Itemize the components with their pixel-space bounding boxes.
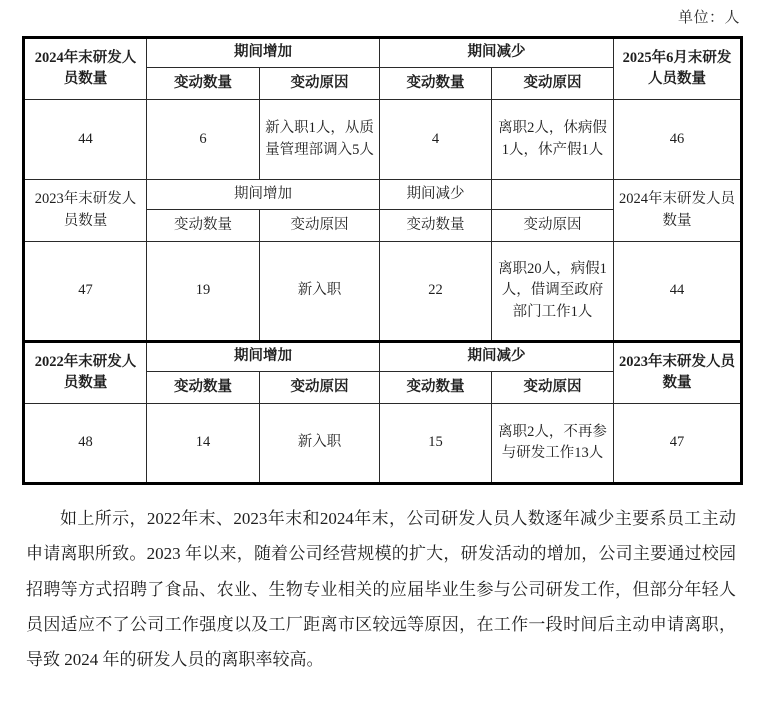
decrease-group-label: 期间减少: [380, 342, 614, 372]
increase-reason-label: 变动原因: [260, 68, 380, 100]
decrease-reason-label: 变动原因: [492, 68, 614, 100]
increase-reason-value: 新入职1人，从质量管理部调入5人: [260, 100, 380, 180]
decrease-reason-value: 离职2人，休病假1人，休产假1人: [492, 100, 614, 180]
decrease-count-value: 15: [380, 404, 492, 484]
increase-reason-label: 变动原因: [260, 372, 380, 404]
end-value: 47: [614, 404, 742, 484]
increase-reason-value: 新入职: [260, 404, 380, 484]
section-end-label: 2024年末研发人员数量: [614, 180, 742, 242]
increase-group-label: 期间增加: [147, 38, 380, 68]
end-value: 46: [614, 100, 742, 180]
decrease-group-label: 期间减少: [380, 38, 614, 68]
start-value: 44: [24, 100, 147, 180]
decrease-count-value: 4: [380, 100, 492, 180]
decrease-reason-value: 离职20人，病假1人，借调至政府部门工作1人: [492, 242, 614, 342]
decrease-count-label: 变动数量: [380, 210, 492, 242]
decrease-reason-value: 离职2人，不再参与研发工作13人: [492, 404, 614, 484]
section-end-label: 2025年6月末研发人员数量: [614, 38, 742, 100]
increase-group-label: 期间增加: [147, 180, 380, 210]
section-header-row: [24, 342, 742, 372]
table-row: [24, 404, 742, 484]
increase-count-label: 变动数量: [147, 68, 260, 100]
table-row: [24, 100, 742, 180]
increase-reason-value: 新入职: [260, 242, 380, 342]
section-start-label: 2022年末研发人员数量: [24, 342, 147, 404]
start-value: 48: [24, 404, 147, 484]
section-end-label: 2023年末研发人员数量: [614, 342, 742, 404]
increase-count-label: 变动数量: [147, 210, 260, 242]
analysis-paragraph: 如上所示，2022年末、2023年末和2024年末，公司研发人员人数逐年减少主要系员工主动申请离职所致。2023 年以来，随着公司经营规模的扩大，研发活动的增加，公司主要通过校园招聘等方式招聘了食品、农业、生物专业相关的应届毕业生参与公司研发工作，但部分年轻人员因适应不了公司工作强度以及工厂距离市区较远等原因，在工作一段时间后主动申请离职，导致 2024 年的研发人员的离职率较高。: [26, 509, 736, 670]
decrease-count-label: 变动数量: [380, 372, 492, 404]
increase-count-value: 14: [147, 404, 260, 484]
increase-count-value: 6: [147, 100, 260, 180]
rd-personnel-change-table: [22, 36, 743, 485]
section-start-label: 2023年末研发人员数量: [24, 180, 147, 242]
section-header-row: [24, 180, 742, 210]
section-header-row: [24, 38, 742, 68]
decrease-reason-label: 变动原因: [492, 210, 614, 242]
end-value: 44: [614, 242, 742, 342]
decrease-group-label-empty: [492, 180, 614, 210]
start-value: 47: [24, 242, 147, 342]
table-row: [24, 242, 742, 342]
increase-count-label: 变动数量: [147, 372, 260, 404]
decrease-count-label: 变动数量: [380, 68, 492, 100]
decrease-group-label: 期间减少: [380, 180, 492, 210]
increase-reason-label: 变动原因: [260, 210, 380, 242]
decrease-count-value: 22: [380, 242, 492, 342]
unit-note: 单位：人: [677, 10, 740, 26]
decrease-reason-label: 变动原因: [492, 372, 614, 404]
increase-count-value: 19: [147, 242, 260, 342]
increase-group-label: 期间增加: [147, 342, 380, 372]
section-start-label: 2024年末研发人员数量: [24, 38, 147, 100]
